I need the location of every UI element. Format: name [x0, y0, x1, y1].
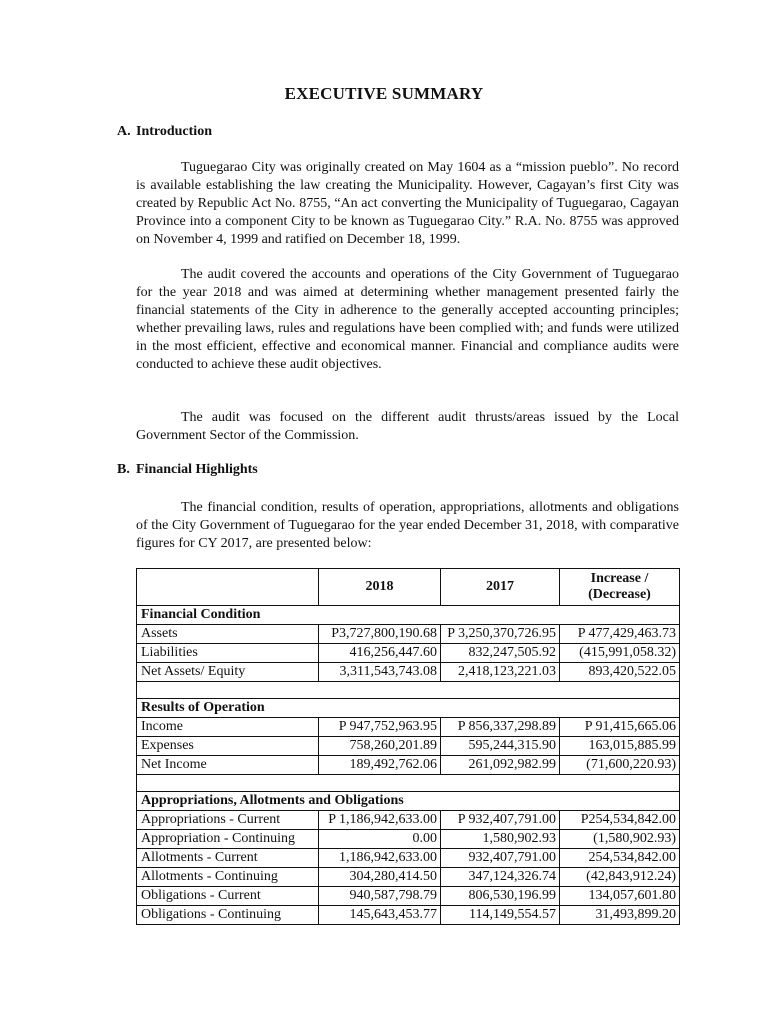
intro-paragraph-1: Tuguegarao City was originally created on May 1604 as a “mission pueblo”. No record is available establishing the law creating the Municipality. However, Cagayan’s first City was created by Republic Act No. 8755, “An act converting the Municipality of Tuguegarao, Cagayan Province into a component City to be known as Tuguegarao City.” R.A. No. 8755 was approved on November 4, 1999 and ratified on December 18, 1999. — [136, 160, 679, 247]
table-cell: 595,244,315.90 — [441, 737, 560, 756]
table-cell: Obligations - Current — [137, 887, 319, 906]
table-row — [137, 644, 680, 663]
table-cell: 304,280,414.50 — [319, 868, 441, 887]
section-b-title: Financial Highlights — [136, 462, 258, 477]
table-cell: 189,492,762.06 — [319, 756, 441, 775]
table-cell: 1,580,902.93 — [441, 830, 560, 849]
table-cell: 2,418,123,221.03 — [441, 663, 560, 682]
table-cell: Net Income — [137, 756, 319, 775]
table-cell: 114,149,554.57 — [441, 906, 560, 925]
table-section-title: Financial Condition — [137, 606, 680, 625]
table-cell: 163,015,885.99 — [560, 737, 680, 756]
table-row — [137, 868, 680, 887]
table-row — [137, 830, 680, 849]
intro-paragraph-2: The audit covered the accounts and operations of the City Government of Tuguegarao for the year 2018 and was aimed at determining whether management presented fairly the financial statements of the City in adherence to the generally accepted accounting principles; whether prevailing laws, rules and regulations have been complied with; and funds were utilized in the most efficient, effective and economical manner. Financial and compliance audits were conducted to achieve these audit objectives. — [136, 267, 679, 372]
table-cell: P3,727,800,190.68 — [319, 625, 441, 644]
table-cell: 893,420,522.05 — [560, 663, 680, 682]
table-cell: 832,247,505.92 — [441, 644, 560, 663]
table-row — [137, 811, 680, 830]
table-cell: (71,600,220.93) — [560, 756, 680, 775]
table-cell: 261,092,982.99 — [441, 756, 560, 775]
intro-paragraph-3: The audit was focused on the different audit thrusts/areas issued by the Local Government Sector of the Commission. — [136, 410, 679, 443]
table-cell: 806,530,196.99 — [441, 887, 560, 906]
table-section-row — [137, 699, 680, 718]
table-spacer-row — [137, 775, 680, 792]
section-b-letter: B. — [117, 462, 130, 477]
table-row — [137, 663, 680, 682]
table-cell: Obligations - Continuing — [137, 906, 319, 925]
table-spacer-row — [137, 682, 680, 699]
financial-highlights-table — [136, 568, 680, 925]
table-header-cell — [137, 569, 319, 606]
table-cell: 932,407,791.00 — [441, 849, 560, 868]
table-header-cell: 2017 — [441, 569, 560, 606]
table-header-row — [137, 569, 680, 606]
section-a-letter: A. — [117, 124, 131, 139]
table-cell: 145,643,453.77 — [319, 906, 441, 925]
section-b-heading — [117, 462, 258, 478]
table-cell: 0.00 — [319, 830, 441, 849]
table-cell: Appropriations - Current — [137, 811, 319, 830]
table-cell: 31,493,899.20 — [560, 906, 680, 925]
table-cell: (1,580,902.93) — [560, 830, 680, 849]
table-cell: Net Assets/ Equity — [137, 663, 319, 682]
table-cell: P 3,250,370,726.95 — [441, 625, 560, 644]
table-cell: P 477,429,463.73 — [560, 625, 680, 644]
table-cell: 1,186,942,633.00 — [319, 849, 441, 868]
table-cell: P254,534,842.00 — [560, 811, 680, 830]
table-row — [137, 887, 680, 906]
table-row — [137, 737, 680, 756]
table-cell: 347,124,326.74 — [441, 868, 560, 887]
table-cell: P 91,415,665.06 — [560, 718, 680, 737]
table-row — [137, 906, 680, 925]
table-cell: Expenses — [137, 737, 319, 756]
table-cell: P 856,337,298.89 — [441, 718, 560, 737]
table-row — [137, 625, 680, 644]
table-cell: Allotments - Current — [137, 849, 319, 868]
table-cell: Income — [137, 718, 319, 737]
table-cell: 416,256,447.60 — [319, 644, 441, 663]
table-cell: 134,057,601.80 — [560, 887, 680, 906]
table-cell: Appropriation - Continuing — [137, 830, 319, 849]
table-section-title: Results of Operation — [137, 699, 680, 718]
table-section-row — [137, 792, 680, 811]
table-cell: (42,843,912.24) — [560, 868, 680, 887]
table-cell: Allotments - Continuing — [137, 868, 319, 887]
page-title: EXECUTIVE SUMMARY — [284, 84, 484, 103]
table-cell: P 1,186,942,633.00 — [319, 811, 441, 830]
table-cell: Assets — [137, 625, 319, 644]
table-cell: 254,534,842.00 — [560, 849, 680, 868]
section-a-heading — [117, 124, 212, 140]
table-cell: P 947,752,963.95 — [319, 718, 441, 737]
table-cell: (415,991,058.32) — [560, 644, 680, 663]
table-cell: 3,311,543,743.08 — [319, 663, 441, 682]
table-row — [137, 718, 680, 737]
table-row — [137, 849, 680, 868]
table-cell: P 932,407,791.00 — [441, 811, 560, 830]
table-section-row — [137, 606, 680, 625]
table-section-title: Appropriations, Allotments and Obligations — [137, 792, 680, 811]
section-a-title: Introduction — [136, 124, 212, 139]
table-header-cell: Increase / (Decrease) — [560, 569, 680, 606]
table-cell: 758,260,201.89 — [319, 737, 441, 756]
table-cell: 940,587,798.79 — [319, 887, 441, 906]
financial-highlights-paragraph: The financial condition, results of operation, appropriations, allotments and obligations of the City Government of Tuguegarao for the year ended December 31, 2018, with comparative figures for CY 2017, are presented below: — [136, 500, 679, 551]
table-cell: Liabilities — [137, 644, 319, 663]
table-header-cell: 2018 — [319, 569, 441, 606]
table-row — [137, 756, 680, 775]
